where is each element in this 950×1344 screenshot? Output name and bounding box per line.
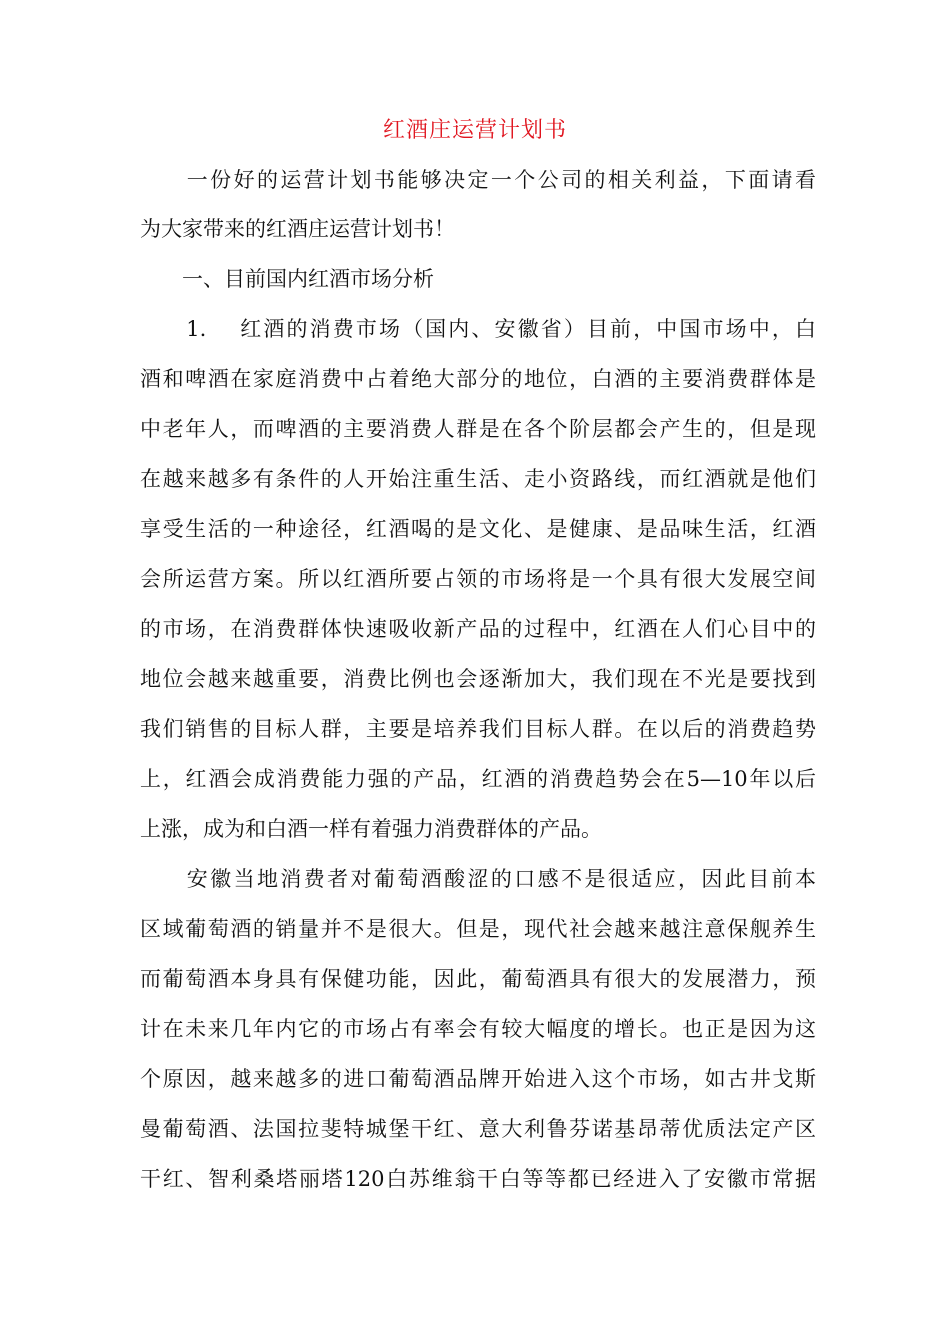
paragraph-line: 为大家带来的红酒庄运营计划书！ [140, 217, 455, 241]
section-heading: 一、目前国内红酒市场分析 [140, 267, 434, 291]
paragraph-line: 曼葡萄酒、法国拉斐特城堡干红、意大利鲁芬诺基昂蒂优质法定产区 [140, 1117, 816, 1141]
paragraph-line: 区域葡萄酒的销量并不是很大。但是，现代社会越来越注意保舰养生 [140, 917, 816, 941]
paragraph-line: 的市场，在消费群体快速吸收新产品的过程中，红酒在人们心目中的 [140, 617, 816, 641]
paragraph-line: 个原因，越来越多的进口葡萄酒品牌开始进入这个市场，如古井戈斯 [140, 1067, 816, 1091]
paragraph-line: 计在未来几年内它的市场占有率会有较大幅度的增长。也正是因为这 [140, 1017, 816, 1041]
paragraph-line: 1. 红酒的消费市场（国内、安徽省）目前，中国市场中，白 [140, 317, 816, 341]
paragraph-line: 干红、智利桑塔丽塔120白苏维翁干白等等都已经进入了安徽市常据 [140, 1167, 816, 1191]
paragraph-line: 酒和啤酒在家庭消费中占着绝大部分的地位，白酒的主要消费群体是 [140, 367, 816, 391]
paragraph-line: 我们销售的目标人群，主要是培养我们目标人群。在以后的消费趋势 [140, 717, 816, 741]
paragraph-line: 会所运营方案。所以红酒所要占领的市场将是一个具有很大发展空间 [140, 567, 816, 591]
paragraph-line: 地位会越来越重要，消费比例也会逐渐加大，我们现在不光是要找到 [140, 667, 816, 691]
paragraph-line: 上，红酒会成消费能力强的产品，红酒的消费趋势会在5—10年以后 [140, 767, 816, 791]
document-title: 红酒庄运营计划书 [382, 118, 567, 143]
paragraph-line: 在越来越多有条件的人开始注重生活、走小资路线，而红酒就是他们 [140, 467, 816, 491]
paragraph-line: 上涨，成为和白酒一样有着强力消费群体的产品。 [140, 817, 602, 841]
paragraph-line: 中老年人，而啤酒的主要消费人群是在各个阶层都会产生的，但是现 [140, 417, 816, 441]
paragraph-line: 享受生活的一种途径，红酒喝的是文化、是健康、是品味生活，红酒 [140, 517, 816, 541]
paragraph-line: 安徽当地消费者对葡萄酒酸涩的口感不是很适应，因此目前本 [140, 867, 816, 891]
paragraph-line: 一份好的运营计划书能够决定一个公司的相关利益，下面请看 [140, 168, 816, 192]
paragraph-line: 而葡萄酒本身具有保健功能，因此，葡萄酒具有很大的发展潜力，预 [140, 967, 816, 991]
